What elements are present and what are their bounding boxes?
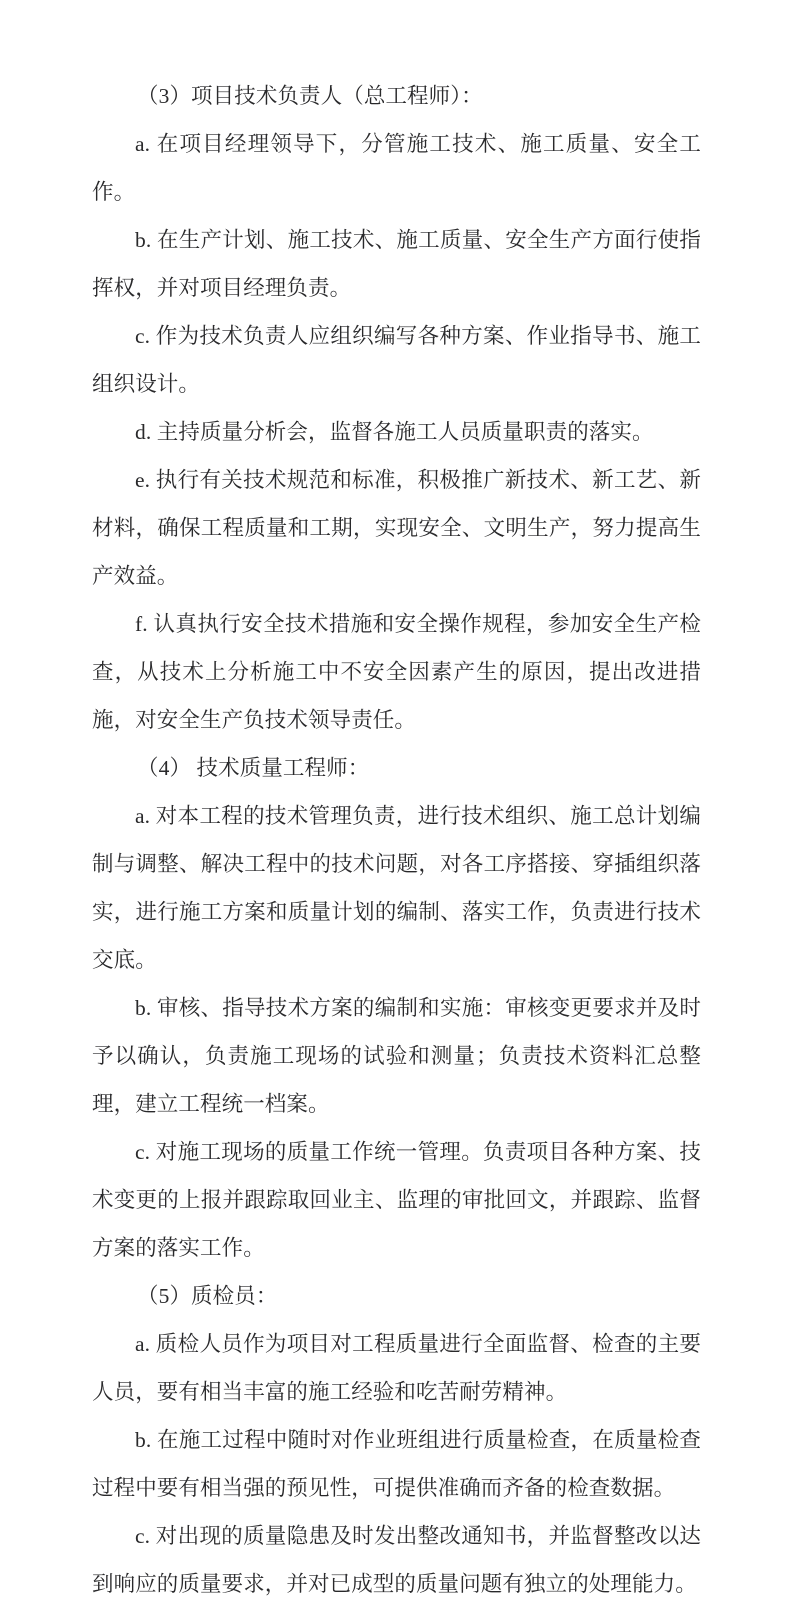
document-text-body xyxy=(92,72,701,1608)
body-paragraph: a. 质检人员作为项目对工程质量进行全面监督、检查的主要人员，要有相当丰富的施工经验和吃苦耐劳精神。 xyxy=(92,1332,701,1404)
body-paragraph: b. 在施工过程中随时对作业班组进行质量检查，在质量检查过程中要有相当强的预见性，可提供准确而齐备的检查数据。 xyxy=(92,1428,701,1500)
body-paragraph: d. 主持质量分析会，监督各施工人员质量职责的落实。 xyxy=(135,420,654,444)
section-heading: （5）质检员： xyxy=(137,1284,278,1308)
body-paragraph: b. 在生产计划、施工技术、施工质量、安全生产方面行使指挥权，并对项目经理负责。 xyxy=(92,228,701,300)
body-paragraph: b. 审核、指导技术方案的编制和实施：审核变更要求并及时予以确认，负责施工现场的试验和测量；负责技术资料汇总整理，建立工程统一档案。 xyxy=(92,996,701,1116)
section-heading: （4） 技术质量工程师： xyxy=(137,756,370,780)
body-paragraph: f. 认真执行安全技术措施和安全操作规程，参加安全生产检查，从技术上分析施工中不安全因素产生的原因，提出改进措施，对安全生产负技术领导责任。 xyxy=(92,612,701,732)
body-paragraph: a. 在项目经理领导下，分管施工技术、施工质量、安全工作。 xyxy=(92,132,701,204)
body-paragraph: e. 执行有关技术规范和标准，积极推广新技术、新工艺、新材料，确保工程质量和工期，实现安全、文明生产，努力提高生产效益。 xyxy=(92,468,701,588)
body-paragraph: a. 对本工程的技术管理负责，进行技术组织、施工总计划编制与调整、解决工程中的技术问题，对各工序搭接、穿插组织落实，进行施工方案和质量计划的编制、落实工作，负责进行技术交底。 xyxy=(92,804,701,972)
section-heading: （3）项目技术负责人（总工程师）： xyxy=(137,84,483,108)
body-paragraph: c. 对施工现场的质量工作统一管理。负责项目各种方案、技术变更的上报并跟踪取回业主、监理的审批回文，并跟踪、监督方案的落实工作。 xyxy=(92,1140,701,1260)
body-paragraph: c. 对出现的质量隐患及时发出整改通知书，并监督整改以达到响应的质量要求，并对已成型的质量问题有独立的处理能力。 xyxy=(92,1524,701,1596)
body-paragraph: c. 作为技术负责人应组织编写各种方案、作业指导书、施工组织设计。 xyxy=(92,324,701,396)
